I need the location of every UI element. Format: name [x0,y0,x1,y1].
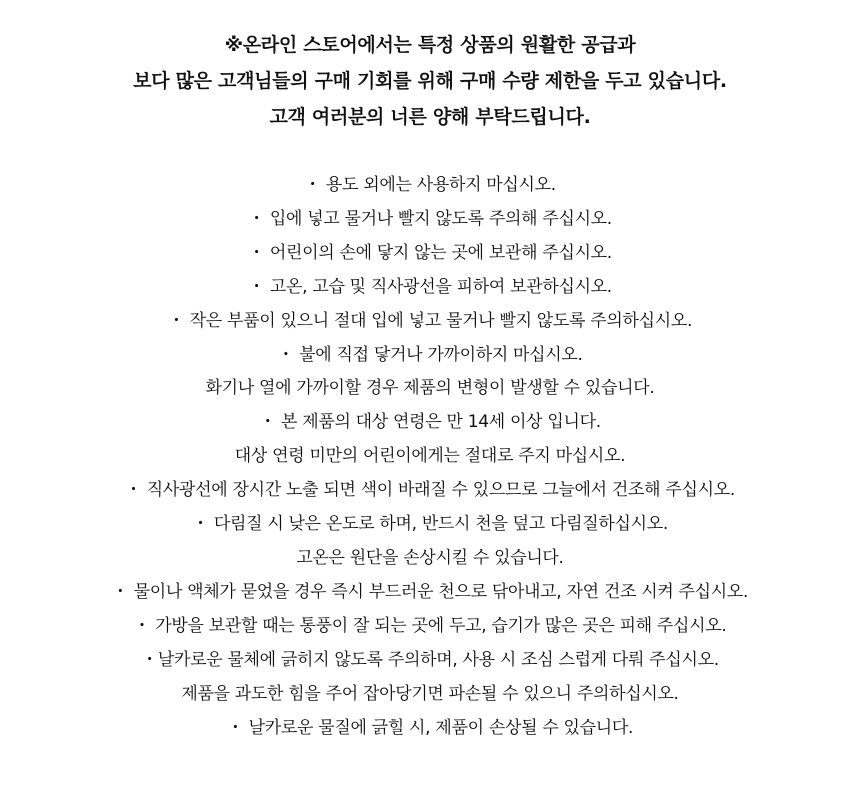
caution-item: ・ 다림질 시 낮은 온도로 하며, 반드시 천을 덮고 다림질하십시오. [192,514,668,535]
caution-item: ・ 작은 부품이 있으니 절대 입에 넣고 물거나 빨지 않도록 주의하십시오. [167,310,693,331]
purchase-limit-notice [0,27,860,135]
caution-item-continuation: 고온은 원단을 손상시킬 수 있습니다. [296,547,564,568]
caution-item-continuation: 화기나 열에 가까이할 경우 제품의 변형이 발생할 수 있습니다. [205,378,655,399]
caution-item: ・ 용도 외에는 사용하지 마십시오. [304,175,556,195]
caution-item: ・ 어린이의 손에 닿지 않는 곳에 보관해 주십시오. [248,242,612,263]
caution-item: ・ 본 제품의 대상 연령은 만 14세 이상 입니다. [259,412,601,433]
caution-item: ・ 고온, 고습 및 직사광선을 피하여 보관하십시오. [248,276,612,297]
caution-item: ・ 불에 직접 닿거나 가까이하지 마십시오. [277,344,583,365]
notice-line: 고객 여러분의 너른 양해 부탁드립니다. [269,106,591,128]
caution-item-continuation: 제품을 과도한 힘을 주어 잡아당기면 파손될 수 있으니 주의하십시오. [181,683,679,704]
caution-item: ・ 직사광선에 장시간 노출 되면 색이 바래질 수 있으므로 그늘에서 건조해 주십시오. [125,480,735,501]
notice-line: 보다 많은 고객님들의 구매 기회를 위해 구매 수량 제한을 두고 있습니다. [133,70,727,92]
caution-item: ・ 날카로운 물질에 긁힐 시, 제품이 손상될 수 있습니다. [226,717,634,738]
caution-item: ・날카로운 물체에 긁히지 않도록 주의하며, 사용 시 조심 스럽게 다뤄 주십시오. [141,649,719,670]
caution-list [0,169,860,745]
caution-item: ・ 물이나 액체가 묻었을 경우 즉시 부드러운 천으로 닦아내고, 자연 건조 시켜 주십시오. [111,581,749,602]
notice-line: ※온라인 스토어에서는 특정 상품의 원활한 공급과 [224,34,636,56]
caution-item: ・ 입에 넣고 물거나 빨지 않도록 주의해 주십시오. [248,208,612,229]
caution-item: ・ 가방을 보관할 때는 통풍이 잘 되는 곳에 두고, 습기가 많은 곳은 피해 주십시오. [133,615,727,636]
caution-item-continuation: 대상 연령 미만의 어린이에게는 절대로 주지 마십시오. [234,446,626,467]
